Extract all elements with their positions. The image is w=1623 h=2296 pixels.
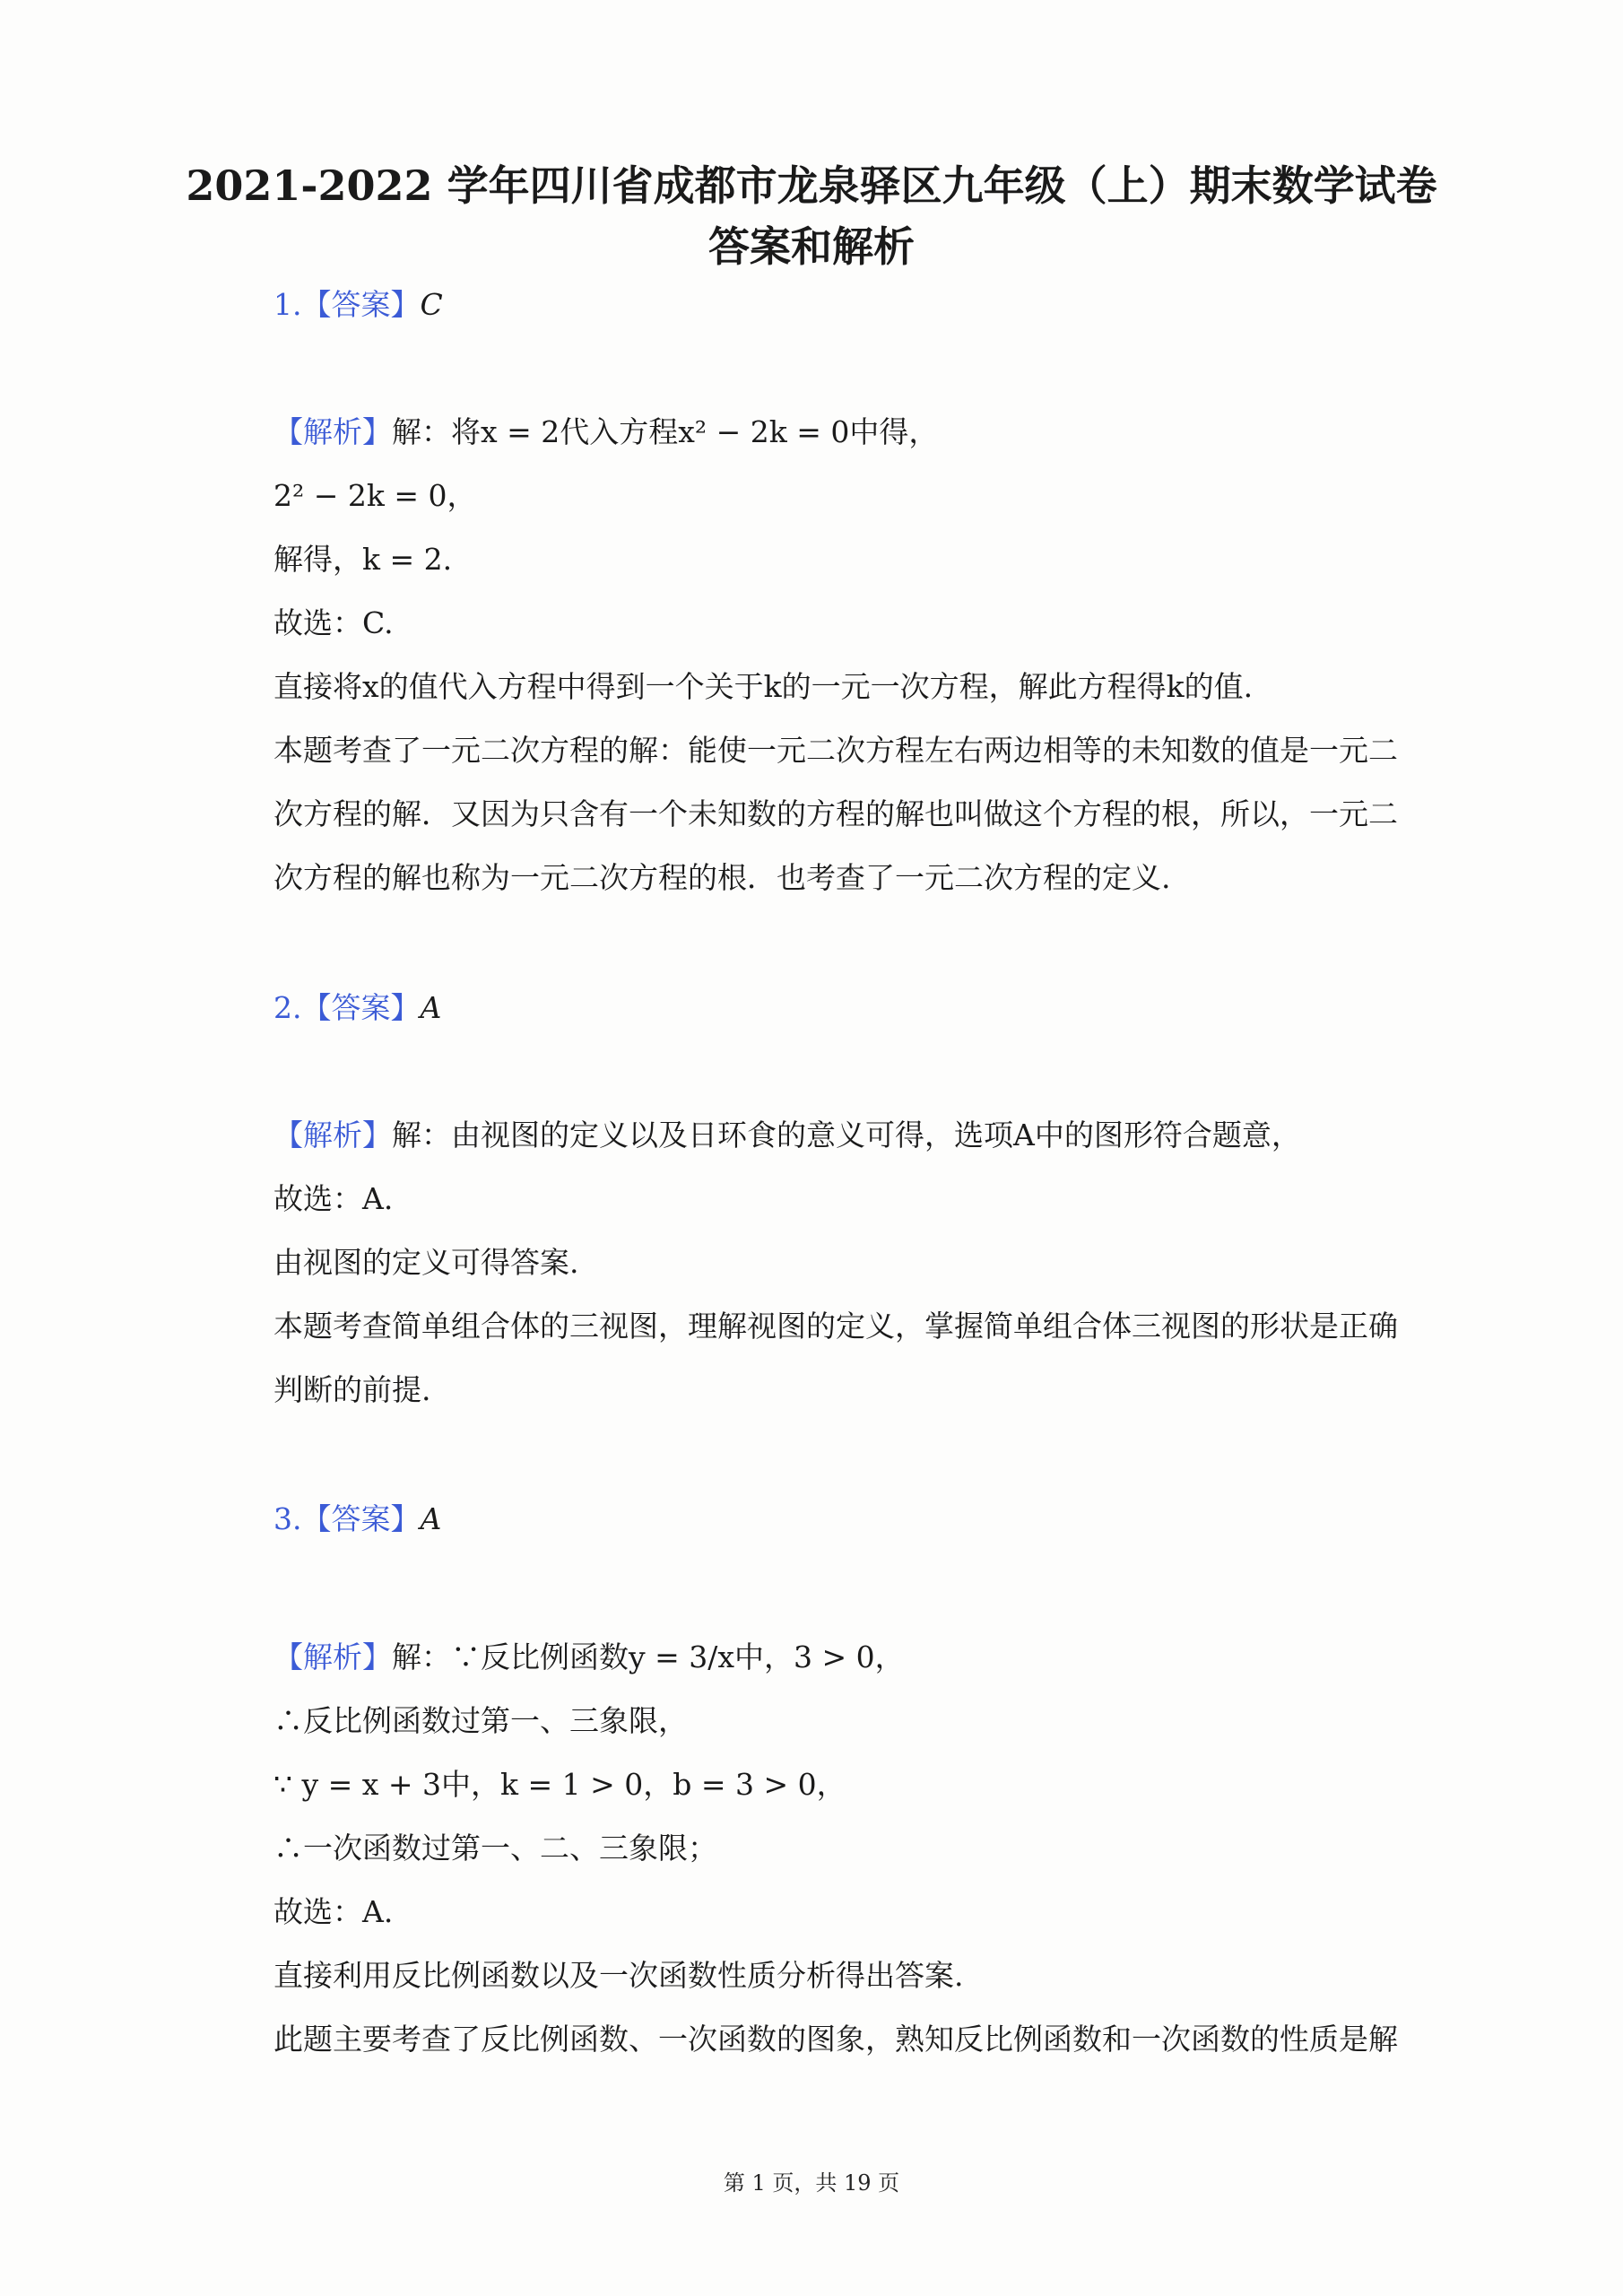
question-2-answer [273,976,1367,1039]
analysis-line: ∵ y = x + 3中，k = 1 > 0，b = 3 > 0， [273,1767,846,1802]
analysis-tag: 【解析】 [273,414,392,449]
analysis-line: ∴一次函数过第一、二、三象限； [273,1831,717,1866]
analysis-line: 解得，k = 2. [273,542,453,577]
analysis-line: 本题考查简单组合体的三视图，理解视图的定义，掌握简单组合体三视图的形状是正确 [273,1309,1398,1344]
answer-tag: 【答案】 [301,287,421,322]
analysis-line: 次方程的解也称为一元二次方程的根．也考查了一元二次方程的定义. [273,860,1171,895]
analysis-line: 此题主要考查了反比例函数、一次函数的图象，熟知反比例函数和一次函数的性质是解 [273,2022,1398,2057]
question-number: 2. [273,990,302,1025]
analysis-line: 直接利用反比例函数以及一次函数性质分析得出答案. [273,1958,964,1993]
analysis-line: 由视图的定义可得答案. [273,1245,579,1280]
question-3-analysis [273,1625,1398,2071]
answer-tag: 【答案】 [301,990,421,1025]
answer-value: C [420,287,443,322]
document-subtitle: 答案和解析 [708,222,915,271]
question-number: 3. [273,1501,302,1536]
analysis-line: 解：由视图的定义以及日环食的意义可得，选项A中的图形符合题意， [392,1118,1301,1152]
analysis-line: 本题考查了一元二次方程的解：能使一元二次方程左右两边相等的未知数的值是一元二 [273,733,1398,768]
analysis-line: 解：∵反比例函数y = 3/x中，3 > 0， [392,1639,905,1674]
answer-tag: 【答案】 [301,1501,421,1536]
analysis-line: 直接将x的值代入方程中得到一个关于k的一元一次方程，解此方程得k的值. [273,669,1254,704]
question-1-analysis [273,400,1398,909]
analysis-line: ∴反比例函数过第一、三象限， [273,1703,688,1738]
analysis-line: 次方程的解．又因为只含有一个未知数的方程的解也叫做这个方程的根，所以，一元二 [273,796,1398,831]
answer-value: A [420,1501,442,1536]
analysis-line: 故选：A. [273,1894,394,1929]
question-2-analysis [273,1103,1398,1422]
page-footer: 第 1 页，共 19 页 [723,2170,900,2196]
analysis-line: 判断的前提. [273,1372,431,1407]
analysis-line: 2² − 2k = 0， [273,478,477,513]
analysis-line: 故选：C. [273,605,394,640]
analysis-line: 故选：A. [273,1181,394,1216]
question-number: 1. [273,287,302,322]
document-title: 2021-2022 学年四川省成都市龙泉驿区九年级（上）期末数学试卷 [186,161,1437,210]
analysis-line: 解：将x = 2代入方程x² − 2k = 0中得， [392,414,939,449]
answer-value: A [420,990,442,1025]
analysis-tag: 【解析】 [273,1639,392,1674]
question-3-answer [273,1487,1367,1551]
analysis-tag: 【解析】 [273,1118,392,1152]
question-1-answer [273,273,1367,336]
